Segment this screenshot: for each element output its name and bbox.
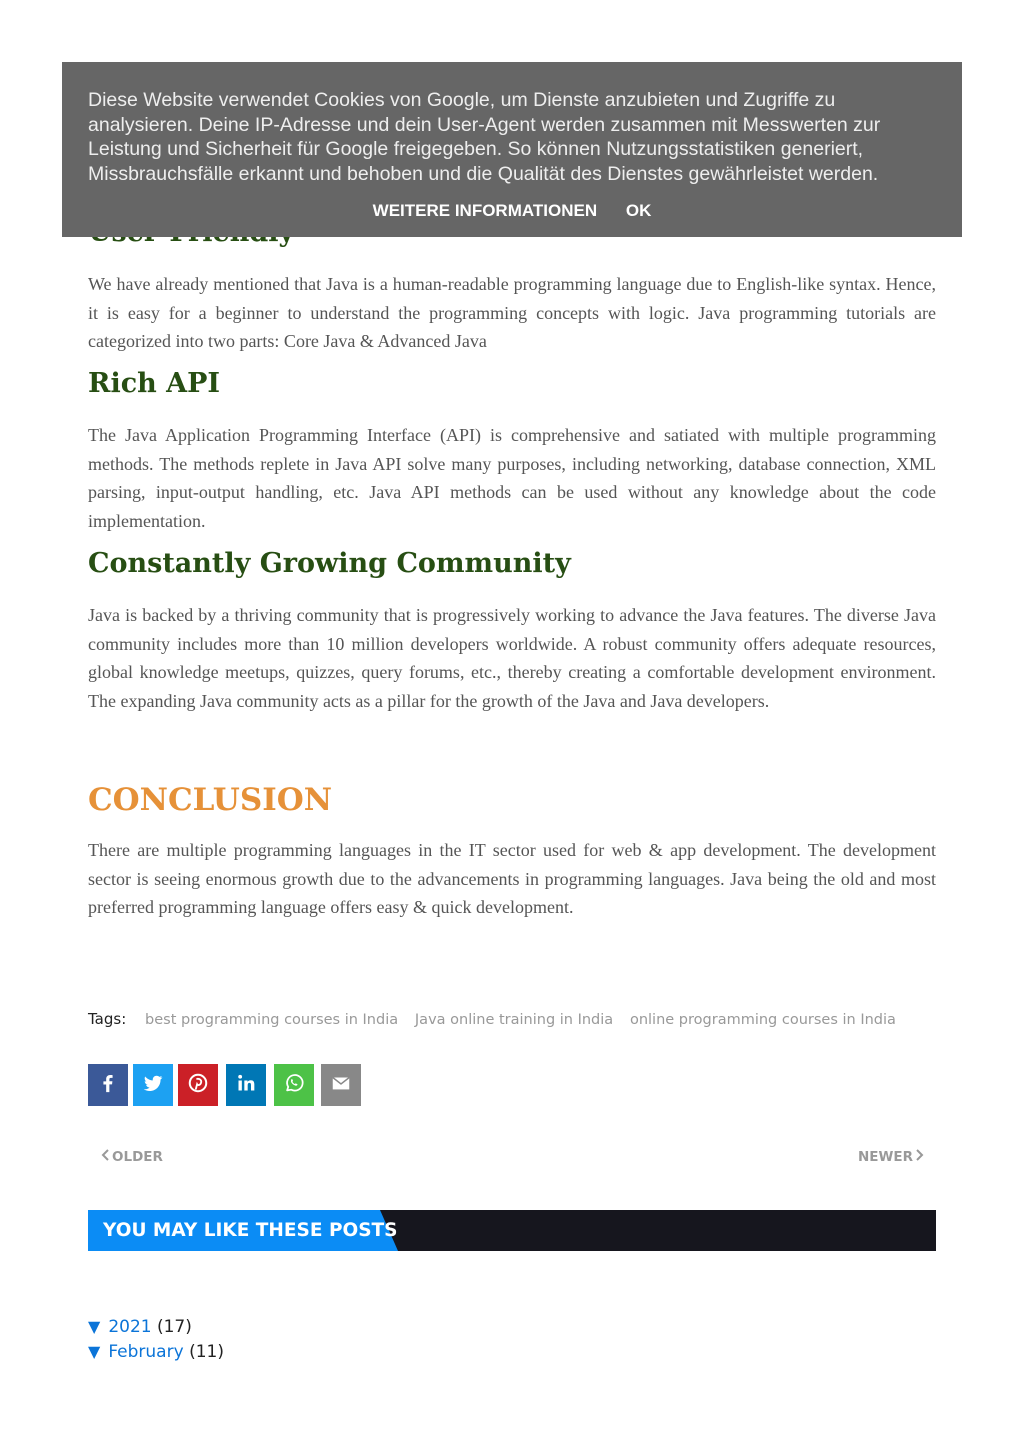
email-share-button[interactable]	[321, 1064, 361, 1106]
cookie-banner-actions	[62, 201, 962, 221]
tag-link[interactable]: Java online training in India	[414, 1012, 614, 1028]
conclusion-heading: CONCLUSION	[88, 782, 333, 818]
archive-year-link[interactable]: 2021	[108, 1317, 152, 1337]
facebook-share-button[interactable]	[88, 1064, 128, 1106]
collapse-toggle-icon[interactable]: ▼	[88, 1317, 101, 1336]
archive-month-item	[88, 1342, 224, 1366]
linkedin-icon	[236, 1073, 256, 1097]
chevron-right-icon	[915, 1149, 924, 1165]
cookie-banner-text: Diese Website verwendet Cookies von Google, um Dienste anzubieten und Zugriffe zu analysieren. Deine IP-Adresse und dein User-Agent werden zusammen mit Messwerten zur Leistung und Sicherheit für Google freigegeben. So können Nutzungsstatistiken generiert, Missbrauchsfälle erkannt und behoben und die Qualität des Dienstes gewährleistet werden.	[88, 89, 881, 185]
chevron-left-icon	[101, 1149, 110, 1165]
collapse-toggle-icon[interactable]: ▼	[88, 1342, 101, 1361]
conclusion-text: There are multiple programming languages in the IT sector used for web & app development. The development sector is seeing enormous growth due to the advancements in programming languages. Java being the old and most preferred programming language offers easy & quick development.	[88, 840, 936, 917]
related-posts-header	[88, 1210, 936, 1251]
older-post-link[interactable]	[101, 1149, 163, 1165]
linkedin-share-button[interactable]	[226, 1064, 266, 1106]
ok-button[interactable]: OK	[625, 201, 652, 220]
newer-post-link[interactable]	[858, 1149, 924, 1165]
cookie-banner	[62, 62, 962, 237]
archive-month-count: (11)	[189, 1342, 224, 1362]
post-tags	[88, 1010, 896, 1034]
archive-year-item	[88, 1317, 192, 1341]
whatsapp-icon	[283, 1072, 305, 1098]
twitter-share-button[interactable]	[133, 1064, 173, 1106]
related-posts-title: YOU MAY LIKE THESE POSTS	[103, 1220, 398, 1241]
twitter-icon	[142, 1072, 164, 1098]
pinterest-icon	[187, 1072, 209, 1098]
pinterest-share-button[interactable]	[178, 1064, 218, 1106]
section-heading-rich-api: Rich API	[88, 368, 221, 399]
archive-month-link[interactable]: February	[108, 1342, 184, 1362]
section-heading-community: Constantly Growing Community	[88, 548, 571, 579]
older-label: OLDER	[112, 1149, 163, 1165]
tag-link[interactable]: online programming courses in India	[629, 1012, 896, 1028]
whatsapp-share-button[interactable]	[274, 1064, 314, 1106]
more-info-button[interactable]: WEITERE INFORMATIONEN	[372, 201, 598, 220]
email-icon	[330, 1072, 352, 1098]
tags-label: Tags:	[88, 1010, 127, 1028]
section-text-community: Java is backed by a thriving community that is progressively working to advance the Java features. The diverse Java community includes more than 10 million developers worldwide. A robust community offers adequate resources, global knowledge meetups, quizzes, query forums, etc., thereby creating a comfortable development environment. The expanding Java community acts as a pillar for the growth of the Java and Java developers.	[88, 605, 936, 711]
section-text-rich-api: The Java Application Programming Interface (API) is comprehensive and satiated with multiple programming methods. The methods replete in Java API solve many purposes, including networking, database connection, XML parsing, input-output handling, etc. Java API methods can be used without any knowledge about the code implementation.	[88, 425, 936, 531]
newer-label: NEWER	[857, 1149, 913, 1165]
archive-year-count: (17)	[156, 1317, 192, 1337]
facebook-icon	[97, 1072, 119, 1098]
tag-link[interactable]: best programming courses in India	[145, 1012, 399, 1028]
section-text-user-friendly: We have already mentioned that Java is a human-readable programming language due to English-like syntax. Hence, it is easy for a beginner to understand the programming concepts with logic. Java programming tutorials are categorized into two parts: Core Java & Advanced Java	[88, 274, 936, 351]
